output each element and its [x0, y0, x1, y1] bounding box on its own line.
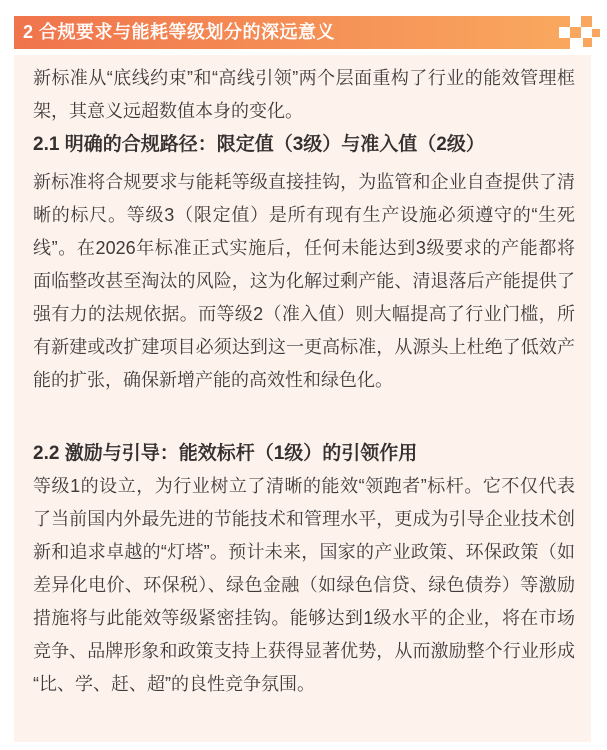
section-2-1-body: 新标准将合规要求与能耗等级直接挂钩，为监管和企业自查提供了清晰的标尺。等级3（限定值）是所有现有生产设施必须遵守的“生死线”。在2026年标准正式实施后，任何未能达到3级要求的产能都将面临整改甚至淘汰的风险，这为化解过剩产能、清退落后产能提供了强有力的法规依据。而等级2（准入值）则大幅提高了行业门槛，所有新建或改扩建项目必须达到这一更高标准，从源头上杜绝了低效产能的扩张，确保新增产能的高效性和绿色化。: [33, 172, 575, 390]
intro-paragraph: 新标准从“底线约束”和“高线引领”两个层面重构了行业的能效管理框架，其意义远超数值本身的变化。: [33, 68, 575, 121]
section-2-2-heading: 2.2 激励与引导：能效标杆（1级）的引领作用: [33, 443, 418, 464]
section-2-1-heading: 2.1 明确的合规路径：限定值（3级）与准入值（2级）: [33, 134, 485, 155]
pixel-square: [581, 16, 592, 27]
pixel-square: [592, 29, 600, 37]
section-2-2-body: 等级1的设立，为行业树立了清晰的能效“领跑者”标杆。它不仅代表了当前国内外最先进的节能技术和管理水平，更成为引导企业技术创新和追求卓越的“灯塔”。预计未来，国家的产业政策、环保政策（如差异化电价、环保税）、绿色金融（如绿色信贷、绿色债券）等激励措施将与此能效等级紧密挂钩。能够达到1级水平的企业，将在市场竞争、品牌形象和政策支持上获得显著优势，从而激励整个行业形成“比、学、赶、超”的良性竞争氛围。: [33, 476, 575, 694]
pixel-square: [559, 16, 570, 27]
section-header-bar: [14, 16, 559, 49]
pixel-square: [583, 38, 592, 47]
section-header-title: 2 合规要求与能耗等级划分的深远意义: [23, 22, 336, 42]
content-panel: [14, 55, 591, 742]
pixel-square: [570, 27, 581, 38]
pixel-square: [559, 38, 570, 49]
